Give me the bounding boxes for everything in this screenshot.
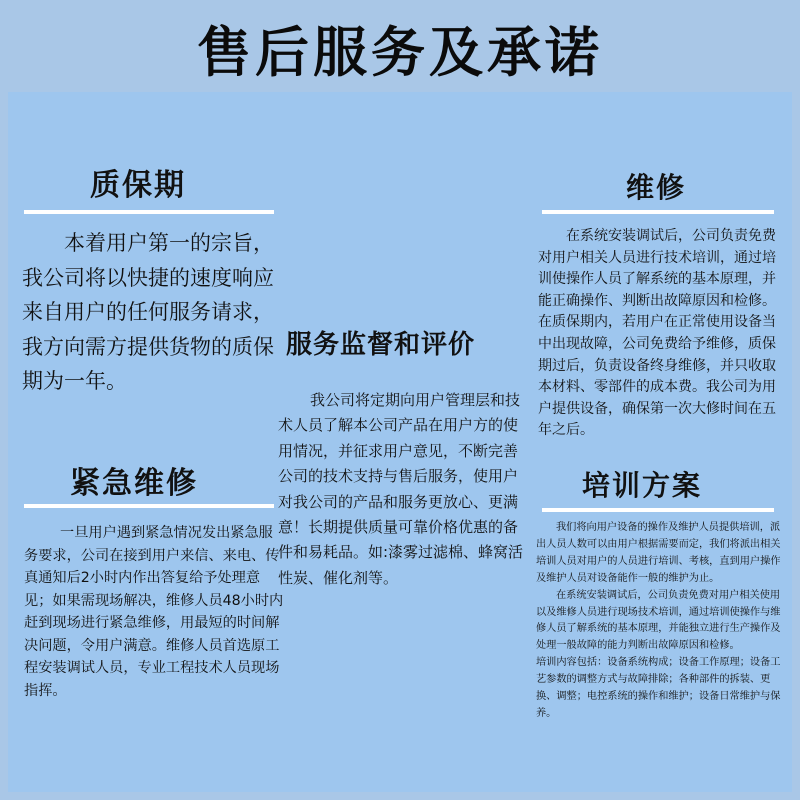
emergency-repair-title: 紧急维修 [70, 466, 198, 501]
page-header [0, 0, 800, 92]
training-plan-divider [542, 508, 774, 512]
page-title: 售后服务及承诺 [197, 21, 603, 84]
training-paragraph-1: 我们将向用户设备的操作及维护人员提供培训，派出人员人数可以由用户根据需要而定，我们将派出相关培训人员对用户的人员进行培训、考核，直到用户操作及维护人员对设备能作一般的维护为止。 [536, 522, 781, 584]
service-supervision-title: 服务监督和评价 [286, 330, 476, 360]
repair-title: 维修 [626, 171, 687, 204]
warranty-title: 质保期 [90, 168, 186, 203]
warranty-text: 本着用户第一的宗旨，我公司将以快捷的速度响应来自用户的任何服务请求，我方向需方提供货物的质保期为一年。 [22, 231, 274, 393]
service-supervision-text: 我公司将定期向用户管理层和技术人员了解本公司产品在用户方的使用情况，并征求用户意见，不断完善公司的技术支持与售后服务，使用户对我公司的产品和服务更放心、更满意！长期提供质量可靠价格优惠的备件和易耗品。如:漆雾过滤棉、蜂窝活性炭、催化剂等。 [278, 391, 524, 587]
content-panel [8, 92, 792, 792]
training-paragraph-2: 在系统安装调试后，公司负责免费对用户相关使用以及维修人员进行现场技术培训，通过培训使操作与维修人员了解系统的基本原理，并能独立进行生产操作及处理一般故障的能力判断出故障原因和检修。 [536, 589, 781, 652]
training-plan-title: 培训方案 [582, 469, 703, 502]
training-plan-text [536, 520, 788, 723]
emergency-repair-text: 一旦用户遇到紧急情况发出紧急服务要求，公司在接到用户来信、来电、传真通知后2小时内作出答复给予处理意见；如果需现场解决，维修人员48小时内赶到现场进行紧急维修，用最短的时间解决问题，令用户满意。维修人员首选原工程安装调试人员，专业工程技术人员现场指挥。 [24, 525, 284, 699]
repair-text: 在系统安装调试后，公司负责免费对用户相关人员进行技术培训，通过培训使操作人员了解系统的基本原理，并能正确操作、判断出故障原因和检修。在质保期内，若用户在正常使用设备当中出现故障，公司免费给予维修，质保期过后，负责设备终身维修，并只收取本材料、零部件的成本费。我公司为用户提供设备，确保第一次大修时间在五年之后。 [538, 228, 776, 439]
warranty-divider [24, 210, 274, 214]
repair-divider [542, 210, 774, 214]
emergency-repair-divider [24, 504, 274, 508]
training-paragraph-3: 培训内容包括：设备系统构成；设备工作原理；设备工艺参数的调整方式与故障排除；各种部件的拆装、更换、调整；电控系统的操作和维护；设备日常维护与保养。 [536, 657, 781, 719]
